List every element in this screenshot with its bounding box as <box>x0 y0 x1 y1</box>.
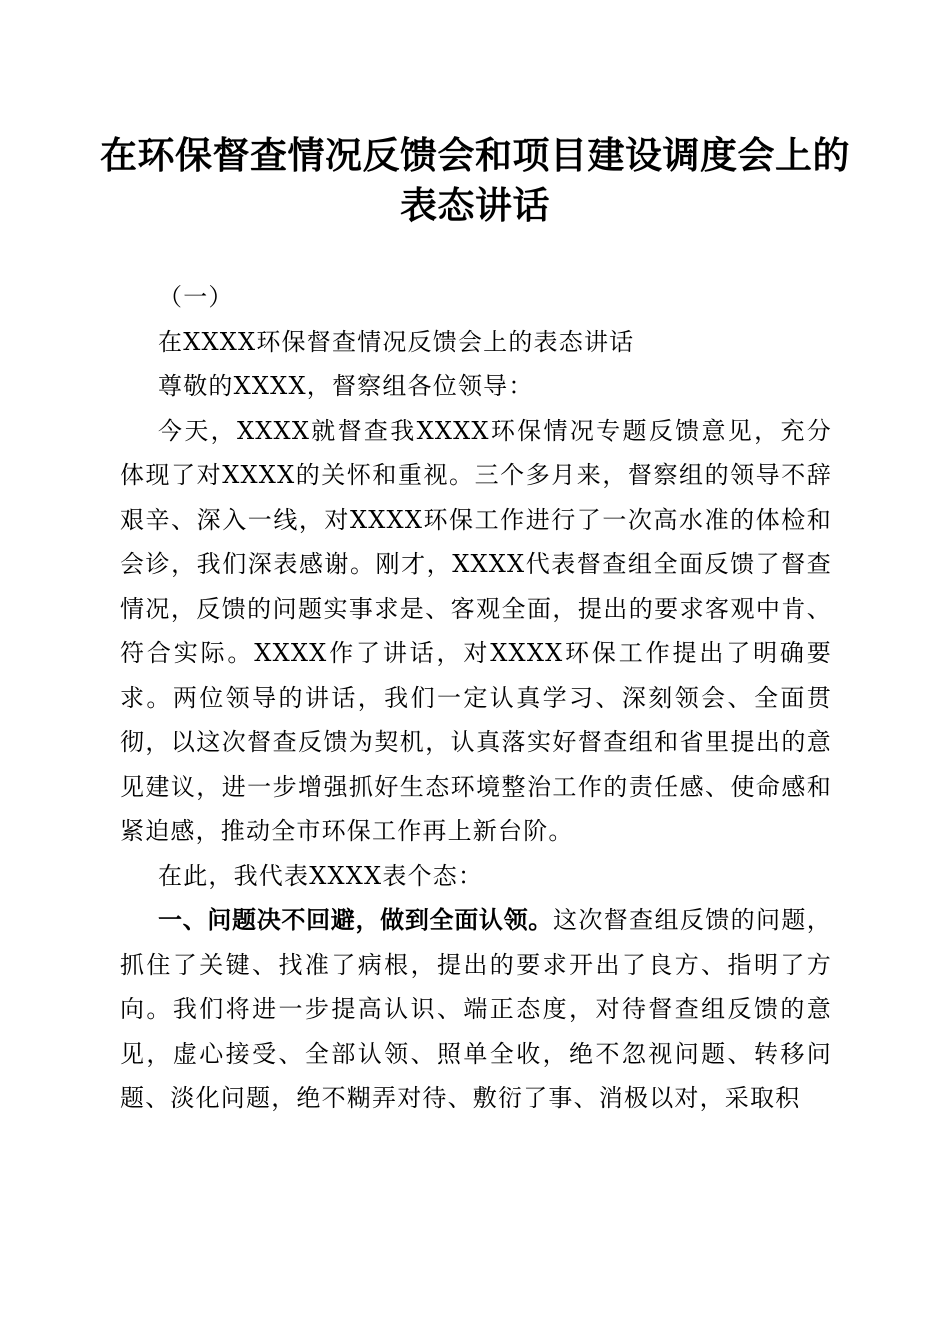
title-line-2: 表态讲话 <box>400 183 550 227</box>
point-1-body: 这次督查组反馈的问题，抓住了关键、找准了病根，提出的要求开出了良方、指明了方向。我们将进一步提高认识、端正态度，对待督查组反馈的意见，虚心接受、全部认领、照单全收，绝不忽视问题、转移问题、淡化问题，绝不糊弄对待、敷衍了事、消极以对，采取积 <box>120 906 832 1112</box>
section-number: （一） <box>158 283 234 311</box>
title-line-1: 在环保督查情况反馈会和项目建设调度会上的 <box>100 133 850 177</box>
point-1-paragraph <box>120 898 832 1121</box>
document-body <box>120 275 832 1121</box>
salutation: 尊敬的XXXX，督察组各位领导： <box>158 372 534 400</box>
subtitle: 在XXXX环保督查情况反馈会上的表态讲话 <box>158 327 635 356</box>
paragraph-1: 今天，XXXX就督查我XXXX环保情况专题反馈意见，充分体现了对XXXX的关怀和重视。三个多月来，督察组的领导不辞艰辛、深入一线，对XXXX环保工作进行了一次高水准的体检和会诊，我们深表感谢。刚才，XXXX代表督查组全面反馈了督查情况，反馈的问题实事求是、客观全面，提出的要求客观中肯、符合实际。XXXX作了讲话，对XXXX环保工作提出了明确要求。两位领导的讲话，我们一定认真学习、深刻领会、全面贯彻，以这次督查反馈为契机，认真落实好督查组和省里提出的意见建议，进一步增强抓好生态环境整治工作的责任感、使命感和紧迫感，推动全市环保工作再上新台阶。 <box>120 416 832 845</box>
point-1-heading: 一、问题决不回避，做到全面认领。 <box>158 906 553 934</box>
document-title <box>95 130 855 230</box>
paragraph-2: 在此，我代表XXXX表个态： <box>158 861 484 890</box>
